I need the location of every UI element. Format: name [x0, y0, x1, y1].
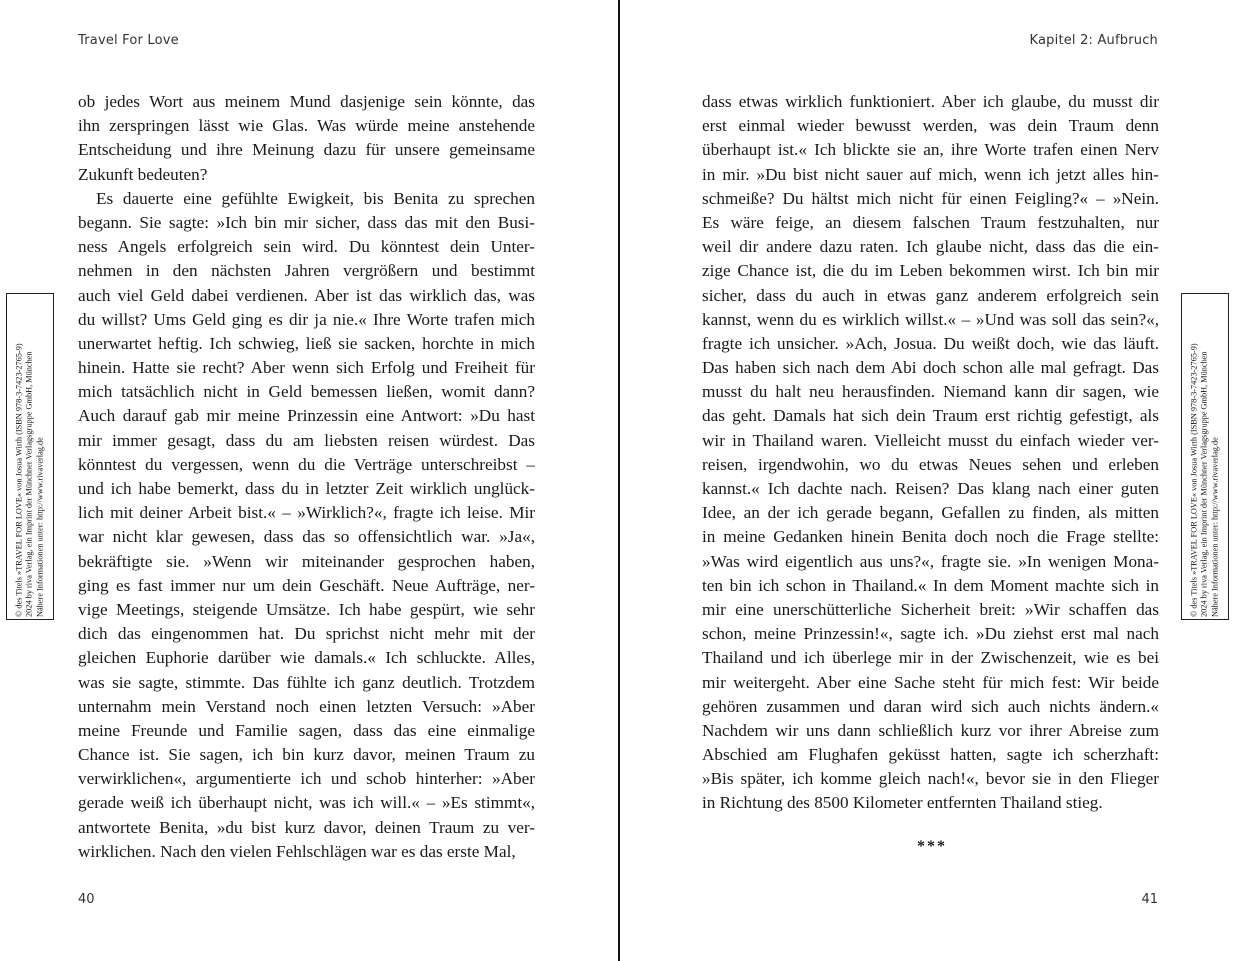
page-number-left: 40	[78, 892, 95, 907]
copyright-line: 2024 by riva Verlag, ein Imprint der Münchner Verlagsgruppe GmbH, München	[1199, 350, 1209, 617]
text-line: und ich habe bemerkt, dass du in letzter Zeit wirklich unglück-	[78, 479, 535, 498]
text-line: gerade weiß ich überhaupt nicht, was ich will.« – »Es stimmt«,	[78, 793, 535, 813]
text-line: wir in Thailand waren. Vielleicht musst du einfach wieder ver-	[702, 430, 1159, 450]
text-line: Zukunft bedeuten?	[78, 164, 208, 184]
text-line: ob jedes Wort aus meinem Mund dasjenige sein könnte, das	[78, 92, 535, 111]
text-line: Chance ist. Sie sagen, ich bin kurz davor, meinen Traum zu	[78, 745, 535, 765]
text-line: Es wäre feige, an diesem falschen Traum festzuhalten, nur	[702, 212, 1159, 232]
text-line: lich mit deiner Arbeit bist.« – »Wirklich?«, fragte ich leise. Mir	[78, 503, 535, 523]
text-line: Idee, an der ich gerade begann, Gefallen zu finden, als mitten	[702, 503, 1159, 523]
running-head-right: Kapitel 2: Aufbruch	[1029, 33, 1158, 48]
text-line: gleichen Euphorie darüber wie damals.« Ich schluckte. Alles,	[78, 648, 535, 668]
text-line: mich tatsächlich nicht in Geld bemessen ließen, womit dann?	[78, 382, 535, 402]
text-line: weil dir andere dazu raten. Ich glaube nicht, dass das die ein-	[702, 237, 1159, 257]
text-line: mir eine unerschütterliche Sicherheit breit: »Wir schaffen das	[702, 599, 1159, 619]
left-page-text	[78, 90, 535, 864]
text-line: ihn zerspringen lässt wie Glas. Was würde meine anstehende	[78, 116, 535, 136]
text-line: musst du halt neu herausfinden. Niemand kann dir sagen, wie	[702, 382, 1159, 402]
copyright-notice-left	[6, 293, 54, 620]
text-line: nehmen in den nächsten Jahren vergrößern und bestimmt	[78, 261, 535, 281]
text-line: bekräftigte sie. »Wenn wir miteinander gesprochen haben,	[78, 551, 535, 571]
text-line: dass etwas wirklich funktioniert. Aber ich glaube, du musst dir	[702, 92, 1159, 111]
text-line: vige Meetings, steigende Umsätze. Ich habe gespürt, wie sehr	[78, 599, 535, 619]
text-line: schon, meine Prinzessin!«, sagte ich. »Du ziehst erst mal nach	[702, 624, 1159, 644]
text-line: ness Angels erfolgreich sein wird. Du könntest dein Unter-	[78, 237, 535, 257]
text-line: kannst, wenn du es wirklich willst.« – »Und was soll das sein?«,	[702, 309, 1159, 329]
copyright-line: © des Titels »TRAVEL FOR LOVE« von Josua Wirth (ISBN 978-3-7423-2765-9)	[1189, 342, 1199, 617]
text-line: in mir. »Du bist nicht sauer auf mich, wenn ich jetzt alles hin-	[702, 164, 1159, 184]
text-line: könntest du vergessen, wenn du die Verträge unterschreibst –	[78, 454, 535, 474]
text-line: schmeiße? Du hältst mich nicht für einen Feigling?« – »Nein.	[702, 188, 1159, 208]
copyright-notice-right	[1181, 293, 1229, 620]
text-line: wirklichen. Nach den vielen Fehlschlägen war es das erste Mal,	[78, 841, 516, 861]
text-line: was sie sagte, stimmte. Das fühlte ich ganz deutlich. Trotzdem	[78, 672, 535, 692]
text-line: begann. Sie sagte: »Ich bin mir sicher, dass das mit den Busi-	[78, 212, 535, 232]
text-line: ging es fast immer nur um dein Geschäft. Neue Aufträge, ner-	[78, 575, 535, 595]
text-line: unternahm mein Verstand noch einen letzten Versuch: »Aber	[78, 696, 535, 716]
text-line: verwirklichen«, argumentierte ich und schob hinterher: »Aber	[78, 769, 535, 789]
text-line: »Was wird eigentlich aus uns?«, fragte sie. »In wenigen Mona-	[702, 551, 1159, 571]
text-line: dich das eingenommen hat. Du sprichst nicht mehr mit der	[78, 624, 535, 644]
section-break: ***	[917, 838, 947, 855]
text-line: auch viel Geld dabei verdienen. Aber ist das wirklich das, was	[78, 285, 535, 305]
text-line: fragte ich unsicher. »Ach, Josua. Du weißt doch, wie das läuft.	[702, 333, 1159, 353]
text-line: hinein. Hatte sie recht? Aber wenn sich Erfolg und Freiheit für	[78, 358, 535, 378]
text-line: Abschied am Flughafen geküsst hatten, sagte ich scherzhaft:	[702, 745, 1159, 765]
copyright-line: 2024 by riva Verlag, ein Imprint der Münchner Verlagsgruppe GmbH, München	[24, 350, 34, 617]
text-line: ten bin ich schon in Thailand.« In dem Moment machte sich in	[702, 575, 1159, 595]
text-line: Nachdem wir uns dann schließlich kurz vor ihrer Abreise zum	[702, 720, 1159, 740]
copyright-line: Nähere Informationen unter: http://www.rivaverlag.de	[1210, 436, 1220, 617]
text-line: Auch darauf gab mir meine Prinzessin eine Antwort: »Du hast	[78, 406, 535, 426]
text-line: meine Freunde und Familie sagen, dass das eine einmalige	[78, 720, 535, 740]
text-line: kannst.« Ich dachte nach. Reisen? Das klang nach einer guten	[702, 479, 1159, 498]
text-line: das geht. Damals hat sich dein Traum erst richtig gefestigt, als	[702, 406, 1159, 426]
text-line: unerwartet heftig. Ich schwieg, ließ sie sacken, horchte in mich	[78, 333, 535, 353]
text-line: reisen, irgendwohin, wo du etwas Neues sehen und erleben	[702, 454, 1159, 474]
running-head-left: Travel For Love	[78, 33, 179, 48]
text-line: war nicht klar gewesen, dass das so offensichtlich war. »Ja«,	[78, 527, 535, 547]
left-page	[0, 0, 618, 961]
page-number-right: 41	[1141, 892, 1158, 907]
right-page	[620, 0, 1237, 961]
text-line: »Bis später, ich komme gleich nach!«, bevor sie in den Flieger	[702, 769, 1159, 789]
text-line: Das haben sich nach dem Abi doch schon alle mal gefragt. Das	[702, 358, 1159, 378]
text-line: in meine Gedanken hinein Benita doch noch die Frage stellte:	[702, 527, 1159, 547]
text-line: gehören zusammen und daran wird sich auch nichts ändern.«	[702, 696, 1159, 716]
copyright-line: Nähere Informationen unter: http://www.rivaverlag.de	[35, 436, 45, 617]
text-line: erst einmal wieder bewusst werden, was dein Traum denn	[702, 116, 1159, 136]
text-line: in Richtung des 8500 Kilometer entfernten Thailand stieg.	[702, 793, 1103, 813]
text-line: sicher, dass du auch in etwas ganz anderem erfolgreich sein	[702, 285, 1159, 305]
text-line: Thailand und ich überlege mir in der Zwischenzeit, wie es bei	[702, 648, 1159, 668]
text-line: überhaupt ist.« Ich blickte sie an, ihre Worte trafen einen Nerv	[702, 140, 1159, 160]
text-line: mir weitergeht. Aber eine Sache steht für mich fest: Wir beide	[702, 672, 1159, 692]
right-page-text	[702, 90, 1159, 816]
text-line: du willst? Ums Geld ging es dir ja nie.« Ihre Worte trafen mich	[78, 309, 535, 329]
text-line: Entscheidung und ihre Meinung dazu für unsere gemeinsame	[78, 140, 535, 160]
text-line: mir immer gesagt, dass du am liebsten reisen würdest. Das	[78, 430, 535, 450]
text-line: zige Chance ist, die du im Leben bekommen wirst. Ich bin mir	[702, 261, 1159, 281]
text-line: antwortete Benita, »du bist kurz davor, deinen Traum zu ver-	[78, 817, 535, 837]
text-line: Es dauerte eine gefühlte Ewigkeit, bis Benita zu sprechen	[96, 188, 535, 208]
copyright-line: © des Titels »TRAVEL FOR LOVE« von Josua Wirth (ISBN 978-3-7423-2765-9)	[14, 342, 24, 617]
